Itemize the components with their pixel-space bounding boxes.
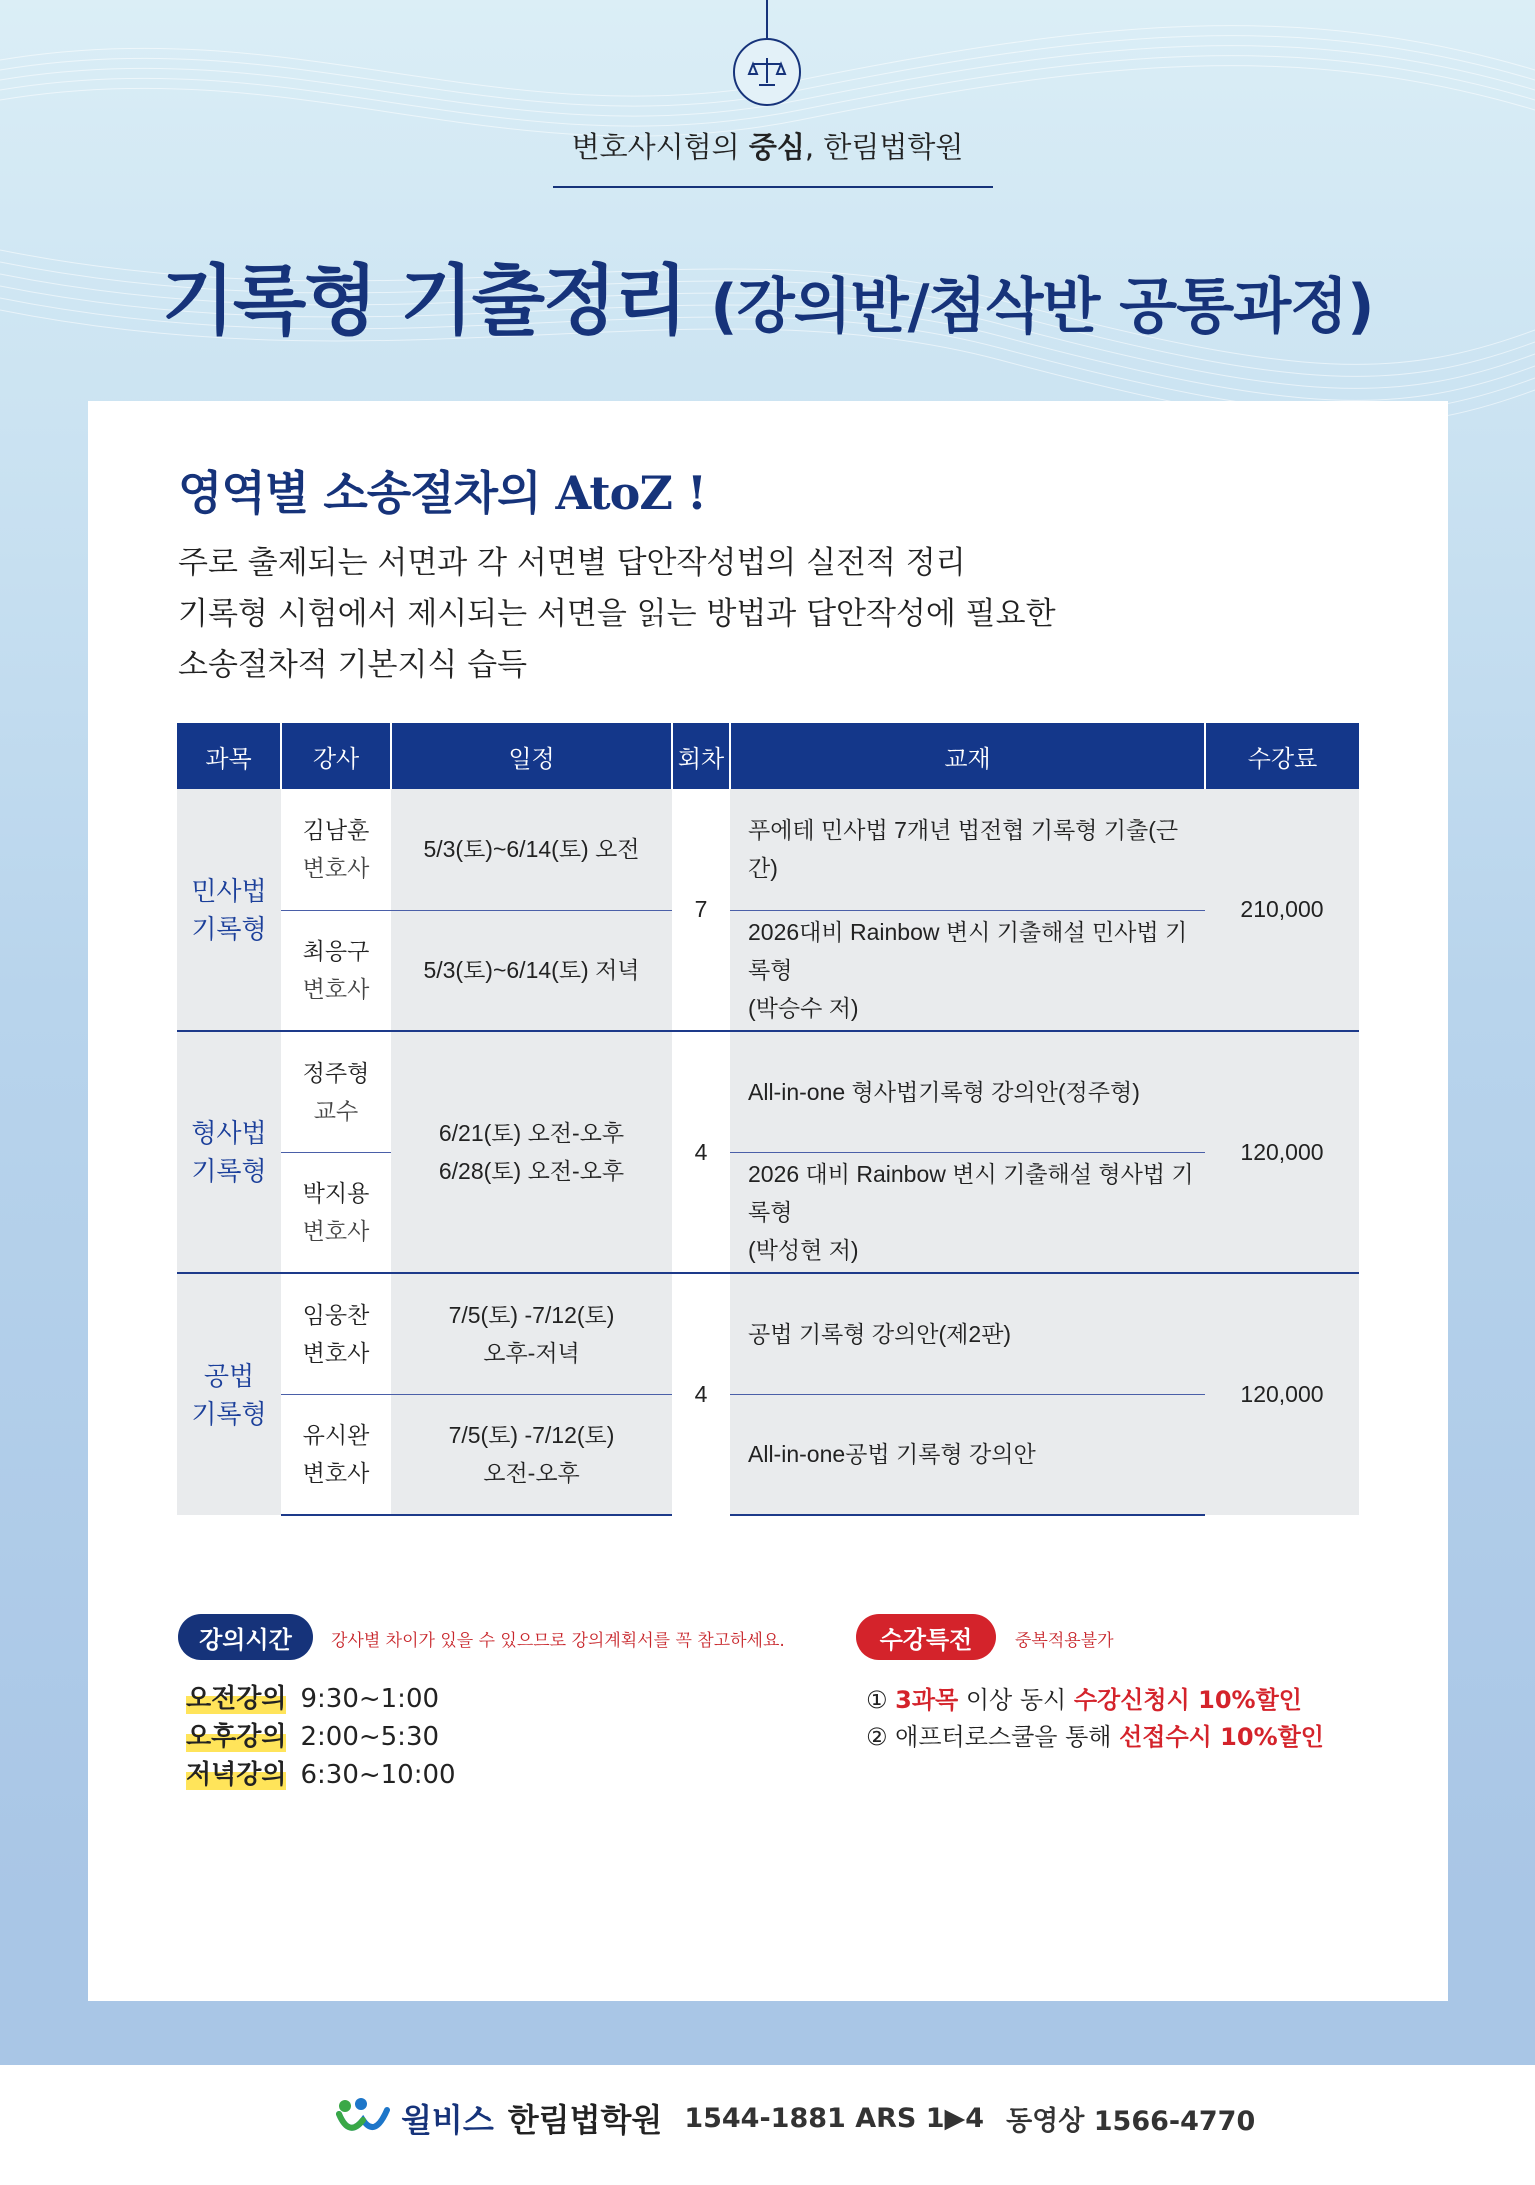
benefits-badge: 수강특전: [856, 1614, 996, 1660]
instructor-cell: 김남훈 변호사: [281, 789, 391, 910]
table-row: [177, 789, 1359, 910]
schedule-cell: 7/5(토) -7/12(토) 오후-저녁: [391, 1273, 672, 1394]
table-row: [177, 1152, 1359, 1273]
fee-cell: 210,000: [1205, 789, 1359, 1031]
intro-line-2: 기록형 시험에서 제시되는 서면을 읽는 방법과 답안작성에 필요한: [178, 596, 1056, 632]
instructor-cell: 정주형 교수: [281, 1031, 391, 1152]
footer-contact: [335, 2090, 1255, 2146]
footer-brand: 윌비스: [401, 2101, 494, 2139]
textbook-cell: All-in-one 형사법기록형 강의안(정주형): [730, 1031, 1205, 1152]
lecture-time-item: 저녁강의 6:30~10:00: [186, 1760, 456, 1790]
textbook-cell: 푸에테 민사법 7개년 법전협 기록형 기출(근간): [730, 789, 1205, 910]
header-tagline: 변호사시험의 중심, 한림법학원: [571, 130, 964, 164]
lecture-time-note: 강사별 차이가 있을 수 있으므로 강의계획서를 꼭 참고하세요.: [331, 1631, 785, 1651]
schedule-cell: 5/3(토)~6/14(토) 저녁: [391, 910, 672, 1031]
sessions-cell: 4: [672, 1273, 730, 1515]
textbook-cell: All-in-one공법 기록형 강의안: [730, 1394, 1205, 1515]
table-row: [177, 910, 1359, 1031]
header-sessions: 회차: [672, 723, 730, 789]
tagline-underline: [553, 186, 993, 188]
textbook-cell: 2026대비 Rainbow 변시 기출해설 민사법 기록형 (박승수 저): [730, 910, 1205, 1031]
page-title: 기록형 기출정리 (강의반/첨삭반 공통과정): [161, 256, 1374, 345]
instructor-cell: 최응구 변호사: [281, 910, 391, 1031]
willbis-logo-icon: [335, 2096, 391, 2140]
subject-cell: 형사법 기록형: [177, 1031, 281, 1273]
table-row: [177, 1394, 1359, 1515]
header-schedule: 일정: [391, 723, 672, 789]
table-row: [177, 1031, 1359, 1152]
lecture-time-badge: 강의시간: [178, 1614, 313, 1660]
fee-cell: 120,000: [1205, 1031, 1359, 1273]
instructor-cell: 임웅찬 변호사: [281, 1273, 391, 1394]
schedule-cell: 6/21(토) 오전-오후 6/28(토) 오전-오후: [391, 1031, 672, 1273]
instructor-cell: 박지용 변호사: [281, 1152, 391, 1273]
lecture-time-item: 오전강의 9:30~1:00: [186, 1684, 440, 1714]
footer-phone: 1544-1881 ARS 1▶4: [684, 2102, 985, 2134]
textbook-cell: 2026 대비 Rainbow 변시 기출해설 형사법 기록형 (박성현 저): [730, 1152, 1205, 1273]
subject-cell: 공법 기록형: [177, 1273, 281, 1515]
header-textbook: 교재: [730, 723, 1205, 789]
benefits-note: 중복적용불가: [1015, 1631, 1114, 1651]
table-row: [177, 1273, 1359, 1394]
intro-line-1: 주로 출제되는 서면과 각 서면별 답안작성법의 실전적 정리: [178, 545, 966, 581]
footer-video-phone: 동영상 1566-4770: [1006, 2105, 1256, 2137]
section-subtitle: 영역별 소송절차의 AtoZ !: [178, 466, 707, 520]
schedule-cell: 7/5(토) -7/12(토) 오전-오후: [391, 1394, 672, 1515]
instructor-cell: 유시완 변호사: [281, 1394, 391, 1515]
header-hanging-line: [766, 0, 768, 38]
schedule-table: [177, 723, 1359, 1516]
subject-cell: 민사법 기록형: [177, 789, 281, 1031]
sessions-cell: 7: [672, 789, 730, 1031]
benefit-item: ② 애프터로스쿨을 통해 선접수시 10%할인: [866, 1723, 1324, 1751]
schedule-cell: 5/3(토)~6/14(토) 오전: [391, 789, 672, 910]
header-instructor: 강사: [281, 723, 391, 789]
lecture-time-item: 오후강의 2:00~5:30: [186, 1722, 440, 1752]
textbook-cell: 공법 기록형 강의안(제2판): [730, 1273, 1205, 1394]
footer-academy: 한림법학원: [507, 2101, 663, 2139]
fee-cell: 120,000: [1205, 1273, 1359, 1515]
benefit-item: ① 3과목 이상 동시 수강신청시 10%할인: [866, 1686, 1302, 1714]
scales-of-justice-icon: [733, 38, 801, 106]
header-fee: 수강료: [1205, 723, 1359, 789]
sessions-cell: 4: [672, 1031, 730, 1273]
table-header-row: [177, 723, 1359, 789]
header-subject: 과목: [177, 723, 281, 789]
intro-line-3: 소송절차적 기본지식 습득: [178, 647, 528, 683]
